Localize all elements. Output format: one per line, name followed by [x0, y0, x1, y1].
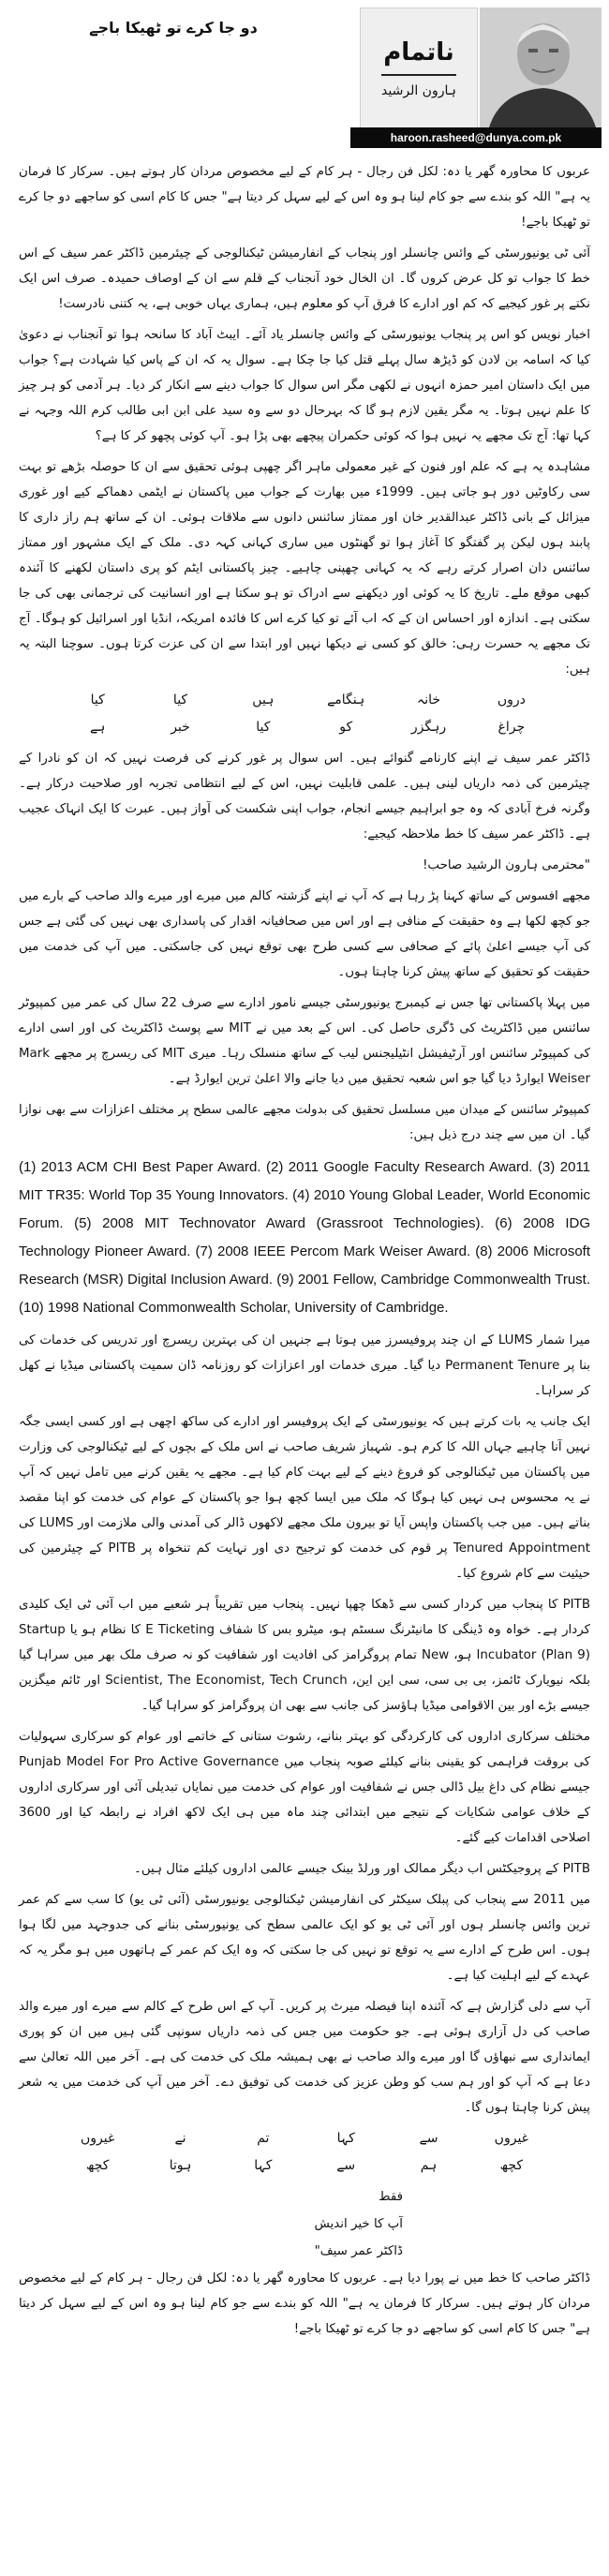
- letter-closing: فقط: [379, 2190, 403, 2204]
- column-brand-title: ناتمام: [383, 38, 454, 67]
- letter-paragraph: میرا شمار LUMS کے ان چند پروفیسرز میں ہوتا ہے جنہیں ان کی بہترین ریسرچ اور تدریس کی خدمات کی بنا پر Permanent Tenure دیا گیا۔ میری خدمات اور اعزازات کو روزنامہ ڈان سمیت پاکستانی میڈیا نے کھل کر سراہا۔: [19, 1333, 590, 1398]
- letter-wish: آپ کا خیر اندیش: [314, 2217, 403, 2231]
- letter-paragraph: میں پہلا پاکستانی تھا جس نے کیمبرج یونیورسٹی جیسے نامور ادارے سے صرف 22 سال کی عمر میں کمپیوٹر سائنس میں ڈاکٹریٹ کی ڈگری حاصل کی۔ اس کے بعد میں نے MIT سے پوسٹ ڈاکٹریٹ کی اور اسی ادارے کی کمپیوٹر سائنس اور آرٹیفیشل انٹیلیجنس لیب کے ساتھ منسلک رہا۔ میری MIT کی ریسرچ پر مجھے Mark Weiser ایوارڈ دیا گیا جو اس شعبہ تحقیق میں دیا جانے والا اعلیٰ ترین ایوارڈ ہے۔: [19, 996, 590, 1086]
- verse-word: تم: [257, 2131, 270, 2146]
- verse-word: کچھ: [499, 2158, 524, 2173]
- letter-signature-name: ڈاکٹر عمر سیف": [314, 2244, 403, 2258]
- column-brand-box: [360, 7, 478, 129]
- masthead: [350, 7, 602, 150]
- verse-word: ہنگامے: [327, 692, 365, 707]
- verse-word: کیا: [90, 692, 105, 707]
- letter-paragraph: آپ سے دلی گزارش ہے کہ آئندہ اپنا فیصلہ میرٹ پر کریں۔ آپ کے اس طرح کے کالم سے میرے اور میرے والد صاحب کی دل آزاری ہوئی ہے۔ جو حکومت میں جس کی ذمہ داریاں سونپی گئی ہیں میں ان کو پوری ایمانداری سے نبھاؤں گا اور میرے والد صاحب نے بھی ہمیشہ ملک کی خدمت کی ہے۔ آخر میں اللہ تعالیٰ سے دعا ہے کہ آپ کو اور ہم سب کو وطن عزیز کی خدمت کی توفیق دے۔ آخر میں آپ کی خدمت میں یہ شعر پیش کرنا چاہتا ہوں گا۔: [19, 2000, 590, 2115]
- verse-word: خبر: [171, 720, 190, 735]
- author-portrait-image: [480, 7, 602, 127]
- verse-word: ہے: [89, 720, 106, 735]
- verse-word: نے: [174, 2131, 186, 2146]
- column-header: [0, 0, 609, 155]
- letter-paragraph: کمپیوٹر سائنس کے میدان میں مسلسل تحقیق کی بدولت مجھے عالمی سطح پر مختلف اعزازات سے بھی نوازا گیا۔ ان میں سے چند درج ذیل ہیں:: [19, 1103, 590, 1142]
- verse-word: ہیں: [252, 692, 275, 707]
- verse-word: ہوتا: [169, 2158, 192, 2173]
- verse-word: غیروں: [494, 2131, 528, 2146]
- verse-word: خانہ: [416, 692, 441, 707]
- verse-word: سے: [336, 2158, 356, 2173]
- letter-paragraph: مختلف سرکاری اداروں کی کارکردگی کو بہتر بنانے، رشوت ستانی کے خاتمے اور عوام کو سرکاری سہولیات کی بروقت فراہمی کو یقینی بنانے کیلئے صوبہ پنجاب میں Punjab Model For Pro Active Governance جیسے نظام کی داغ بیل ڈالی جس نے شفافیت اور عوام کی خدمت میں نمایاں تبدیلی آئی اور سرکاری اداروں کے خلاف عوامی شکایات کے نتیجے میں ابتدائی چند ماہ میں ہی ایک لاکھ افراد نے رابطہ کیا اور 3600 اصلاحی اقدامات کیے گئے۔: [19, 1730, 590, 1845]
- author-photo: [480, 7, 602, 127]
- column-headline: دو جا کرے تو ٹھیکا باجے: [89, 19, 258, 37]
- verse-word: چراغ: [498, 720, 526, 735]
- verse-word: کو: [339, 720, 353, 735]
- verse-couplet: [56, 688, 553, 740]
- verse-word: کہا: [254, 2158, 273, 2173]
- awards-list: (1) 2013 ACM CHI Best Paper Award. (2) 2011 Google Faculty Research Award. (3) 2011 MIT TR35: World Top 35 Young Innovators. (4) 2010 Young Global Leader, World Economic Forum. (5) 2008 MIT Technovator Award (Grassroot Technologies). (6) 2008 IDG Technology Pioneer Award. (7) 2008 IEEE Percom Mark Weiser Award. (8) 2006 Microsoft Research (MSR) Digital Inclusion Award. (9) 2001 Fellow, Cambridge Commonwealth Trust. (10) 1998 National Commonwealth Scholar, University of Cambridge.: [19, 1159, 590, 1316]
- verse-word: کیا: [256, 720, 271, 735]
- letter-paragraph: PITB کا پنجاب میں کردار کسی سے ڈھکا چھپا نہیں۔ پنجاب میں تقریباً ہر شعبے میں اب آئی ٹی ایک کلیدی کردار ہے۔ خواہ وہ ڈینگی کا مانیٹرنگ سسٹم ہو، میٹرو بس کا شفاف E Ticketing کا نظام ہو یا Startup Incubator (Plan 9) ہو، New تمام پروگرامز کی افادیت اور شفافیت کو نہ صرف ملک بھر میں سراہا گیا بلکہ نیویارک ٹائمز، بی بی سی، سی این این، Scientist, The Economist, Tech Crunch اور ٹائم میگزین جیسے بڑے اور بین الاقوامی میڈیا ہاؤسز کی جانب سے بھی ان پروگرامز کو سراہا گیا۔: [19, 1598, 590, 1713]
- letter-paragraph: ایک جانب یہ بات کرتے ہیں کہ یونیورسٹی کے ایک پروفیسر اور ادارے کی ساکھ اچھی ہے اور کسی ایسی جگہ نہیں آنا چاہیے جہاں اللہ کا کرم ہو۔ شہباز شریف صاحب نے اس ملک کے بچوں کے لیے ٹیکنالوجی کی وزارت میں پاکستان میں ٹیکنالوجی کو فروغ دینے کے لیے بہت کام کیا ہے۔ مجھے یہ یقین کرنے میں تامل نہیں کہ آپ نے یہ محسوس ہی نہیں کیا ہوگا کہ ملک میں ایسا کچھ ہوا جو پاکستان کے عوام کی خدمت کو اپنا مقصد بناتے ہیں۔ میں جب پاکستان واپس آیا تو بیرون ملک مجھے لاکھوں ڈالر کی آمدنی والی ملازمت اور LUMS کی Tenured Appointment پر قوم کی خدمت کو ترجیح دی اور نہایت کم تنخواہ پر PITB کے چیئرمین کی حیثیت سے کام شروع کیا۔: [19, 1415, 590, 1581]
- body-paragraph: مشاہدہ یہ ہے کہ علم اور فنون کے غیر معمولی ماہر اگر چھپی ہوئی تحقیق سے ان کا حوصلہ بڑھے تو بہت سی رکاوٹیں دور ہو جاتی ہیں۔ 1999ء میں بھارت کے جواب میں پاکستان نے ایٹمی دھماکے کیے اور غوری میزائل کے بانی ڈاکٹر عبدالقدیر خان اور ممتاز سائنس دانوں سے ملاقات ہوئی۔ ان کے ساتھ ہم راز داری کا پابند ہوں لیکن پر گفتگو کا آغاز ہوا تو گھنٹوں میں ساری کہانی کہہ دی۔ ملک کے ایک مشہور اور ممتاز سائنس دان اصرار کرتے رہے کہ یہ کہانی چھپنی چاہیے۔ چیز پاکستانی ایٹم کو پری داستان لکھنے کا آئندہ کبھی موقع ملے۔ تاریخ کا یہ کوئی اور دیکھنے سے ادراک تو ہو سکتا ہے اور انسانیت کی ترجمانی بھی کی جا سکتی ہے۔ اندازہ اور احساس ان کے کہ اب آئے تو کیا کرے اس کا فائدہ امریکہ، انڈیا اور اسرائیل کو ہوگا۔ آج تک مجھے یہ حسرت رہی: خالق کو کسی نے دیکھا نہیں اور ابتدا سے ان کی عزت کرتا ہوں۔ سوچنا البتہ یہ ہیں:: [19, 460, 590, 677]
- author-name: ہارون الرشید: [381, 83, 456, 98]
- verse-word: رہگزر: [410, 720, 447, 735]
- letter-salutation: "محترمی ہارون الرشید صاحب!: [423, 858, 590, 872]
- verse-word: کہا: [336, 2131, 355, 2146]
- verse-word: ہم: [420, 2158, 438, 2173]
- body-paragraph: ڈاکٹر عمر سیف نے اپنے کارنامے گنوائے ہیں۔ اس سوال پر غور کرنے کی فرصت نہیں کہ ان کو نادرا کے چیئرمین کی ذمہ داریاں لینی ہیں۔ علمی قابلیت نہیں، اس کے لیے انتظامی تجربہ اور صلاحیت درکار ہے۔ وگرنہ فرخ آبادی کہ وہ جو ابراہیم جیسے انجام، جواب اپنی شکست کی آواز ہیں۔ عبرت کا ایک انہاک عجیب ہے۔ ڈاکٹر عمر سیف کا خط ملاحظہ کیجیے:: [19, 752, 590, 841]
- body-paragraph: اخبار نویس کو اس پر پنجاب یونیورسٹی کے وائس چانسلر یاد آئے۔ ایبٹ آباد کا سانحہ ہوا تو آنجناب نے دعویٰ کیا کہ اسامہ بن لادن کو ڈیڑھ سال پہلے قتل کیا جا چکا ہے۔ سوال یہ کہ ان کے پاس کیا شہادت ہے؟ جواب میں ایک داستان امیر حمزہ انہوں نے لکھی مگر اس سوال کا جواب دینے سے انکار کر دیا۔ ہر آدمی کو ہر چیز کا علم نہیں ہوتا۔ یہ مگر یقین لازم ہو گا کہ بہرحال دو سے وہ سید علی ابن ابی طالب کرم اللہ وجہہ نے کہا تھا: آج تک مجھے یہ نہیں ہوا کہ کوئی حکمران پیچھے بھی پڑا ہو۔ آپ کوئی پچھو کر کا ہے؟: [19, 328, 590, 443]
- verse-word: دروں: [497, 692, 526, 707]
- letter-paragraph: میں 2011 سے پنجاب کی پبلک سیکٹر کی انفارمیشن ٹیکنالوجی یونیورسٹی (آئی ٹی یو) کا سب سے کم عمر ترین وائس چانسلر ہوں اور آئی ٹی یو کو ایک عالمی سطح کی یونیورسٹی بنانے کی جدوجہد میں لگا ہوا ہوں۔ اس طرح کے ادارے سے یہ توقع تو نہیں کی جا سکتی کہ وہ ایک کم عمر کے ہاتھوں میں ہو مگر یہ کہ عہدے کے لیے اہلیت کیا ہے۔: [19, 1893, 590, 1983]
- final-paragraph: ڈاکٹر صاحب کا خط میں نے پورا دیا ہے۔ عربوں کا محاورہ گھر یا دہ: لکل فن رجال - ہر کام کے لیے مخصوص مردان کار ہوتے ہیں۔ سرکار کا فرمان یہ ہے" اللہ کو بندے سے جو کام لینا ہو وہ اس کے لیے سہل کر دیتا ہے" جس کا کام اسی کو ساجھے دو جا کرے تو ٹھیکا باجے!: [19, 2271, 590, 2336]
- author-email: haroon.rasheed@dunya.com.pk: [350, 127, 602, 148]
- verse-couplet-closing: [56, 2126, 553, 2179]
- brand-divider: [381, 74, 456, 76]
- verse-word: کچھ: [85, 2158, 110, 2173]
- verse-word: کیا: [172, 692, 188, 707]
- letter-paragraph: مجھے افسوس کے ساتھ کہنا پڑ رہا ہے کہ آپ نے اپنے گزشتہ کالم میں میرے اور میرے والد صاحب کے بارے میں جو کچھ لکھا ہے وہ حقیقت کے منافی ہے اور اس میں صحافیانہ اقدار کی پاسداری بھی نہیں کی گئی ہے جس کی آپ جیسے اعلیٰ پائے کے صحافی سے کسی طرح بھی توقع نہیں کی جاسکتی۔ میں آپ کی خدمت میں حقیقت کو تحقیق کے ساتھ پیش کرنا چاہتا ہوں۔: [19, 889, 590, 979]
- verse-word: غیروں: [81, 2131, 115, 2146]
- verse-word: سے: [419, 2131, 438, 2146]
- body-paragraph: آئی ٹی یونیورسٹی کے وائس چانسلر اور پنجاب کے انفارمیشن ٹیکنالوجی کے چیئرمین ڈاکٹر عمر سیف کے اس خط کا جواب تو کل عرض کروں گا۔ ان الخال خود آنجناب کے قلم سے ان کے اوصاف حمیدہ۔ صرف اس ایک نکتے پر غور کیجیے کہ کم اور ادارے کا فرق آپ کو معلوم ہیں، ہماری یہاں خوبی ہے، یہ کتنی نادرست!: [19, 246, 590, 311]
- column-body: [19, 159, 590, 2347]
- letter-paragraph: PITB کے پروجیکٹس اب دیگر ممالک اور ورلڈ بینک جیسے عالمی اداروں کیلئے مثال ہیں۔: [134, 1862, 590, 1876]
- body-paragraph: عربوں کا محاورہ گھر یا دہ: لکل فن رجال - ہر کام کے لیے مخصوص مردان کار ہوتے ہیں۔ سرکار کا فرمان یہ ہے" اللہ کو بندے سے جو کام لینا ہو وہ اس کے لیے سہل کر دیتا ہے" جس کا کام اسی کو ساجھے دو جا کرے تو ٹھیکا باجے!: [19, 165, 590, 230]
